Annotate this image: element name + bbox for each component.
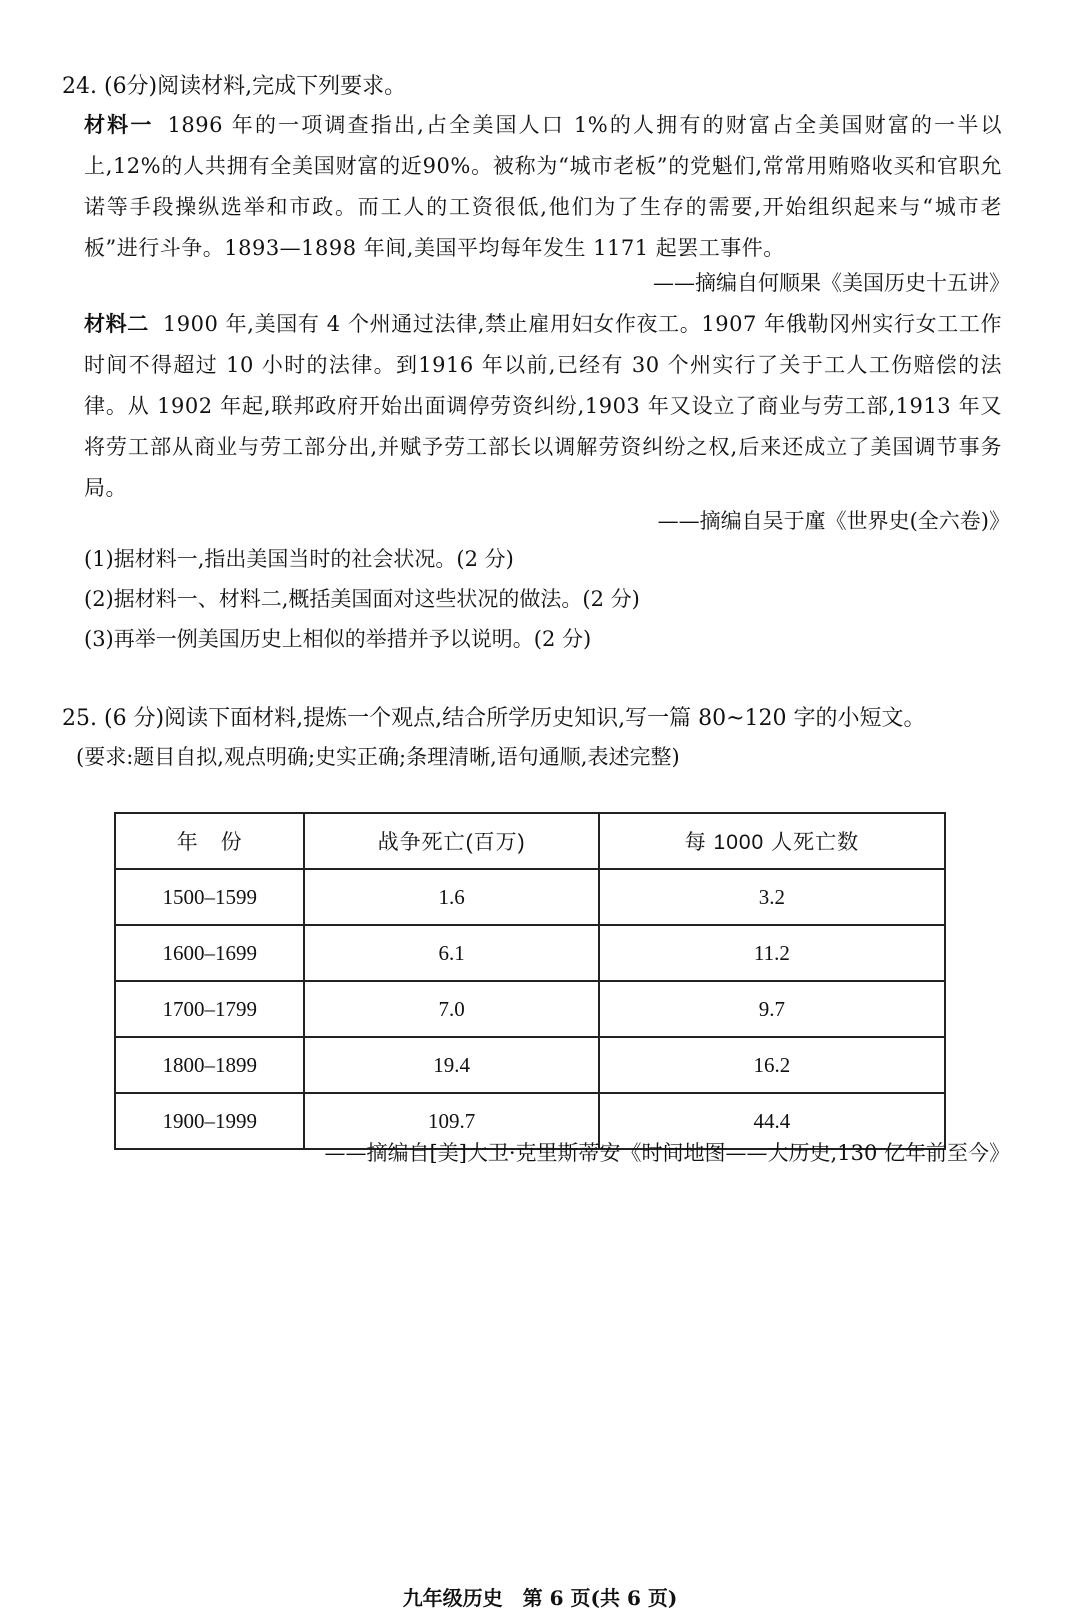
header-war-deaths: 战争死亡(百万) <box>304 813 598 869</box>
material-1-source: ——摘编自何顺果《美国历史十五讲》 <box>653 271 1010 295</box>
question-25-requirement: (要求:题目自拟,观点明确;史实正确;条理清晰,语句通顺,表述完整) <box>76 745 680 769</box>
table-row <box>115 1037 945 1093</box>
cell-war-deaths: 19.4 <box>304 1037 598 1093</box>
cell-year: 1800–1899 <box>115 1037 304 1093</box>
cell-deaths-per-1000: 44.4 <box>599 1093 945 1149</box>
cell-deaths-per-1000: 11.2 <box>599 925 945 981</box>
material-2 <box>84 303 1002 509</box>
question-24-2: (2)据材料一、材料二,概括美国面对这些状况的做法。(2 分) <box>84 587 640 611</box>
cell-war-deaths: 1.6 <box>304 869 598 925</box>
material-1-text: 1896 年的一项调查指出,占全美国人口 1%的人拥有的财富占全美国财富的一半以上,12%的人共拥有全美国财富的近90%。被称为“城市老板”的党魁们,常常用贿赂收买和官职允诺等手段操纵选举和市政。而工人的工资很低,他们为了生存的需要,开始组织起来与“城市老板”进行斗争。1893—1898 年间,美国平均每年发生 1171 起罢工事件。 <box>84 113 1002 260</box>
cell-year: 1500–1599 <box>115 869 304 925</box>
cell-deaths-per-1000: 16.2 <box>599 1037 945 1093</box>
header-year: 年 份 <box>115 813 304 869</box>
material-2-lead: 材料二 <box>84 311 149 336</box>
table-source: ——摘编自[美]大卫·克里斯蒂安《时间地图——大历史,130 亿年前至今》 <box>324 1141 1010 1165</box>
war-deaths-table <box>114 812 946 1150</box>
cell-year: 1600–1699 <box>115 925 304 981</box>
table-row <box>115 925 945 981</box>
table-row <box>115 869 945 925</box>
material-2-text: 1900 年,美国有 4 个州通过法律,禁止雇用妇女作夜工。1907 年俄勒冈州实行女工工作时间不得超过 10 小时的法律。到1916 年以前,已经有 30 个州实行了关于工人工伤赔偿的法律。从 1902 年起,联邦政府开始出面调停劳资纠纷,1903 年又设立了商业与劳工部,1913 年又将劳工部从商业与劳工部分出,并赋予劳工部长以调解劳资纠纷之权,后来还成立了美国调节事务局。 <box>84 312 1003 500</box>
cell-year: 1700–1799 <box>115 981 304 1037</box>
question-24-3: (3)再举一例美国历史上相似的举措并予以说明。(2 分) <box>84 627 592 651</box>
material-1-lead: 材料一 <box>84 112 154 137</box>
material-2-source: ——摘编自吴于廑《世界史(全六卷)》 <box>657 509 1010 533</box>
cell-deaths-per-1000: 3.2 <box>599 869 945 925</box>
question-25-header: 25. (6 分)阅读下面材料,提炼一个观点,结合所学历史知识,写一篇 80~120 字的小短文。 <box>62 706 926 731</box>
cell-year: 1900–1999 <box>115 1093 304 1149</box>
table-row <box>115 981 945 1037</box>
header-deaths-per-1000: 每 1000 人死亡数 <box>599 813 945 869</box>
material-1 <box>84 104 1002 269</box>
cell-war-deaths: 7.0 <box>304 981 598 1037</box>
cell-deaths-per-1000: 9.7 <box>599 981 945 1037</box>
cell-war-deaths: 109.7 <box>304 1093 598 1149</box>
question-24-header: 24. (6分)阅读材料,完成下列要求。 <box>62 74 407 99</box>
cell-war-deaths: 6.1 <box>304 925 598 981</box>
question-24-1: (1)据材料一,指出美国当时的社会状况。(2 分) <box>84 547 514 571</box>
table-header-row <box>115 813 945 869</box>
page-footer: 九年级历史 第 6 页(共 6 页) <box>402 1586 678 1610</box>
